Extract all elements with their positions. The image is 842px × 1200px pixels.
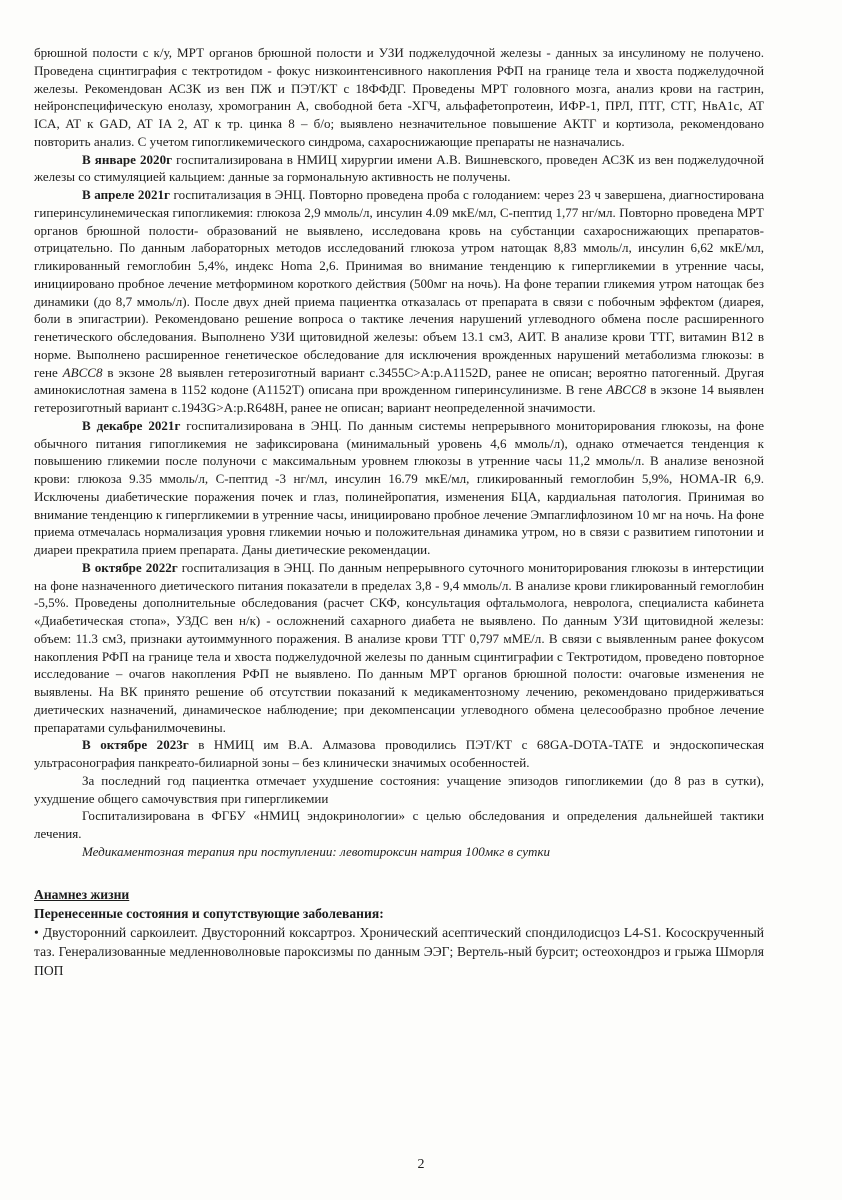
list-item: • Двусторонний саркоилеит. Двусторонний коксартроз. Хронический асептический спондилодисцоз L4-S1. Кососкрученный таз. Генерализованные медленноволновые пароксизмы по данным ЭЭГ; Вертель-ный бурсит; остеохондроз и грыжа Шморля ПОП <box>34 924 764 978</box>
spacer <box>34 861 764 873</box>
date-january-2020: В январе 2020г <box>82 151 173 167</box>
section-title-comorbidities: Перенесенные состояния и сопутствующие заболевания: <box>34 905 384 921</box>
paragraph-exam-summary: брюшной полости с к/у, МРТ органов брюшной полости и УЗИ поджелудочной железы - данных за инсулиному не получено. Проведена сцинтиграфия с тектротидом - фокус низкоинтенсивного накопления РФП на границе тела и хвоста поджелудочной железы. Рекомендован АСЗК из вен ПЖ и ПЭТ/КТ с 18ФФДГ. Проведены МРТ головного мозга, анализ крови на гастрин, нейронспецифическую енолазу, хромогранин А, свободной бета -ХГЧ, альфафетопротеин, ИФР-1, ПРЛ, ПТГ, СТГ, НвА1с, AT ICA, AT к GAD, AT IA 2, AT к тр. цинка 8 – б/о; выявлено незначительное повышение АКТГ и кортизола, рекомендовано повторить анализ. С учетом гипогликемического синдрома, сахароснижающие препараты не назначались. <box>34 45 764 149</box>
gene-name: ABCC8 <box>62 364 103 380</box>
date-april-2021: В апреле 2021г <box>82 187 170 202</box>
page-number: 2 <box>417 1157 425 1172</box>
paragraph-december-2021: В декабре 2021г госпитализирована в ЭНЦ. По данным системы непрерывного мониторирования глюкозы, на фоне обычного питания гипогликемия не зафиксирована (минимальный уровень 4,6 ммоль/л), однако отмечается тенденция к повышению гликемии после полуночи с максимальным уровнем глюкозы в утренние часы 11,2 ммоль/л. В анализе венозной крови: глюкоза 9.35 ммоль/л, С-пептид -3 нг/мл, инсулин 16.79 мкЕ/мл, гликированный гемоглобин 5,9%, HOMA-IR 6,9. Исключены диабетические поражения почек и глаз, полинейропатия, изменения БЦА, кардиальная патология. Принимая во внимание тенденцию к гипергликемии в утренние часы, инициировано пробное лечение Эмпаглифлозином 10 мг на ночь. На фоне приема отмечалась нормализация уровня гликемии ночью и положительная динамика утром, но в связи с развитием гипотонии и диареи прекратила прием препарата. Даны диетические рекомендации. <box>34 417 764 557</box>
date-october-2023: В октябре 2023г <box>82 737 189 753</box>
paragraph-april-2021: В апреле 2021г госпитализация в ЭНЦ. Повторно проведена проба с голоданием: через 23 ч завершена, диагностирована гиперинсулинемическая гипогликемия: глюкоза 2,9 ммоль/л, инсулин 4.09 мкЕ/мл, С-пептид 1,77 нг/мл. Повторно проведена МРТ органов брюшной полости- образований не выявлено, исследована кровь на субстанции сахароснижающих препаратов- отрицательно. По данным лабораторных методов исследований глюкоза утром натощак 8,83 ммоль/л, инсулин 6,62 мкЕ/мл, гликированный гемоглобин 5,4%, индекс Homa 2,6. Принимая во внимание тенденцию к гипергликемии в утренние часы, инициировано пробное лечение метформином короткого действия (500мг на ночь). На фоне терапии гликемия утром натощак без динамики (до 8,7 ммоль/л). После двух дней приема пациентка отказалась от препарата в связи с побочным эффектом (диарея, боли в эпигастрии). Рекомендовано решение вопроса о тактике лечения нарушений углеводного обмена после расширенного генетического обследования. Выполнено УЗИ щитовидной железы: объем 13.1 см3, АИТ. В анализе крови ТТГ, витамин В12 в норме. Выполнено расширенное генетическое обследование для исключения врожденных нарушений метаболизма глюкозы: в гене ABCC8 в экзоне 28 выявлен гетерозиготный вариант c.3455C>A:p.A1152D, ранее не описан; вероятно патогенный. Другая аминокислотная замена в 1152 кодоне (A1152T) описана при врожденном гиперинсулинизме. В гене ABCC8 в экзоне 14 выявлен гетерозиготный вариант c.1943G>A:p.R648H, ранее не описан; вариант неопределенной значимости. <box>34 187 765 415</box>
gene-name: ABCC8 <box>606 382 647 398</box>
paragraph-last-year: За последний год пациентка отмечает ухудшение состояния: учащение эпизодов гипогликемии (до 8 раз в сутки), ухудшение общего самочувствия при гипергликемии <box>34 772 764 806</box>
date-october-2022: В октябре 2022г <box>82 559 178 575</box>
spacer <box>34 873 764 885</box>
paragraph-medication: Медикаментозная терапия при поступлении: левотироксин натрия 100мкг в сутки <box>82 843 551 859</box>
paragraph-october-2023: В октябре 2023г в НМИЦ им В.А. Алмазова проводились ПЭТ/КТ с 68GA-DOTA-TATE и эндоскопическая ультрасонография панкреато-билиарной зоны – без клинически значимых особенностей. <box>34 737 764 770</box>
paragraph-january-2020: В январе 2020г госпитализирована в НМИЦ хирургии имени А.В. Вишневского, проведен АСЗК из вен поджелудочной железы со стимуляцией кальцием: данные за гормональную активность не получены. <box>34 151 764 185</box>
date-december-2021: В декабре 2021г <box>82 417 181 433</box>
paragraph-hospitalized: Госпитализирована в ФГБУ «НМИЦ эндокринологии» с целью обследования и определения дальнейшей тактики лечения. <box>34 808 764 841</box>
section-title-life-history: Анамнез жизни <box>34 886 130 902</box>
paragraph-october-2022: В октябре 2022г госпитализация в ЭНЦ. По данным непрерывного суточного мониторирования глюкозы в интерстиции на фоне назначенного диетического питания показатели в пределах 3,8 - 9,4 ммоль/л. В анализе крови гликированный гемоглобин -5,5%. Проведены дополнительные обследования (расчет СКФ, консультация офтальмолога, невролога, специалиста кабинета «Диабетическая стопа», УЗДС вен н/к) - осложнений сахарного диабета не выявлено. По данным УЗИ щитовидной железы: объем: 11.3 см3, признаки аутоиммунного поражения. В анализе крови ТТГ 0,797 мМЕ/л. В связи с выявленным ранее фокусом накопления РФП на границе тела и хвоста поджелудочной железы по данным сцинтиграфии с Тектротидом, проведено повторное исследование – очагов накопления РФП не выявлено. По данным МРТ органов брюшной полости: очаговые изменения не выявлены. На ВК принято решение об отсутствии показаний к медикаментозному лечению, рекомендовано придерживаться диетических назначений, динамическое наблюдение; при декомпенсации углеводного обмена целесообразно пробное лечение препаратами сульфанилмочевины. <box>34 559 764 735</box>
